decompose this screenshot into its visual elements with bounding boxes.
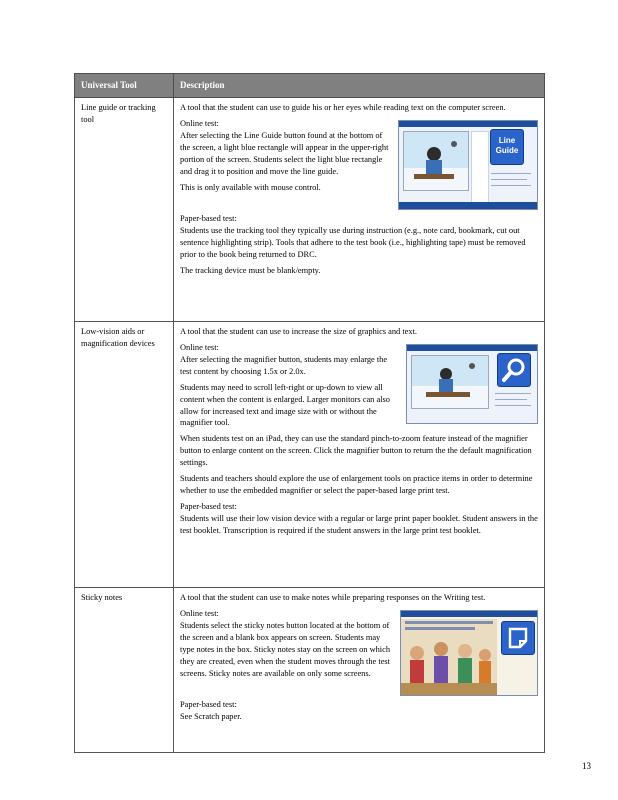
magnifier-screenshot xyxy=(406,344,538,424)
online-text-2: Students may need to scroll left-right or up-down to view all content when the content is enlarged. Larger monitors can also allow for increased text and image size with or without the magnifier tool. xyxy=(180,382,390,428)
table-header-row xyxy=(75,74,545,98)
paper-text: Students use the tracking tool they typically use during instruction (e.g., note card, bookmark, cut out sentence highlighting strip). Tools that adhere to the test book (i.e., highlighting tape) must be removed prior to the book being returned to DRC. xyxy=(180,225,526,259)
paper-text: Students will use their low vision device with a regular or large print paper booklet. Student answers in the test booklet. Transcription is required if the student answers in the large print test booklet. xyxy=(180,513,538,535)
tool-description-low-vision xyxy=(174,322,545,588)
tool-name-low-vision: Low-vision aids or magnification devices xyxy=(75,322,174,588)
online-text: After selecting the Line Guide button found at the bottom of the screen, a light blue rectangle will appear in the upper-right portion of the screen. Students select the light blue rectangle and drag it to position and move the line guide. xyxy=(180,130,389,176)
intro-text: A tool that the student can use to increase the size of graphics and text. xyxy=(180,327,417,336)
online-label: Online test: xyxy=(180,608,219,618)
sticky-note-icon xyxy=(501,621,535,655)
paper-note: The tracking device must be blank/empty. xyxy=(180,265,321,275)
tool-description-sticky-notes xyxy=(174,588,545,753)
paper-text: See Scratch paper. xyxy=(180,711,242,721)
intro-text: A tool that the student can use to guide his or her eyes while reading text on the computer screen. xyxy=(180,103,506,112)
tool-name-line-guide: Line guide or tracking tool xyxy=(75,98,174,322)
online-label: Online test: xyxy=(180,118,219,128)
online-label: Online test: xyxy=(180,342,219,352)
paper-label: Paper-based test: xyxy=(180,213,237,223)
page-number: 13 xyxy=(582,761,591,771)
intro-text: A tool that the student can use to make notes while preparing responses on the Writing test. xyxy=(180,593,486,602)
online-note: This is only available with mouse control. xyxy=(180,182,321,192)
line-guide-label-1: Line xyxy=(498,135,516,145)
magnifier-icon xyxy=(497,353,531,387)
tool-description-line-guide xyxy=(174,98,545,322)
header-universal-tool: Universal Tool xyxy=(75,74,174,98)
sticky-notes-screenshot xyxy=(400,610,538,696)
line-guide-icon xyxy=(490,129,524,165)
ipad-text: When students test on an iPad, they can use the standard pinch-to-zoom feature instead of the magnifier button to enlarge content on the screen. Click the magnifier button to return the the default magnification settings. xyxy=(180,434,532,468)
online-text: Students select the sticky notes button located at the bottom of the screen and a blank box appears on screen. Students may type notes in the box. Sticky notes stay on the screen on which they are created, even when the student moves through the test screens. Sticky notes are available on only some screens. xyxy=(180,620,391,678)
table-row xyxy=(75,588,545,753)
online-text: After selecting the magnifier button, students may enlarge the test content by choosing 1.5x or 2.0x. xyxy=(180,354,388,376)
tool-name-sticky-notes: Sticky notes xyxy=(75,588,174,753)
line-guide-screenshot xyxy=(398,120,538,210)
paper-label: Paper-based test: xyxy=(180,501,237,511)
table-row xyxy=(75,322,545,588)
paper-label: Paper-based test: xyxy=(180,699,237,709)
table-row xyxy=(75,98,545,322)
practice-text: Students and teachers should explore the use of enlargement tools on practice items in order to determine whether to use the embedded magnifier or select the paper-based large print test. xyxy=(180,474,533,496)
line-guide-label-2: Guide xyxy=(495,145,519,155)
universal-tools-table xyxy=(74,73,545,753)
header-description: Description xyxy=(174,74,545,98)
